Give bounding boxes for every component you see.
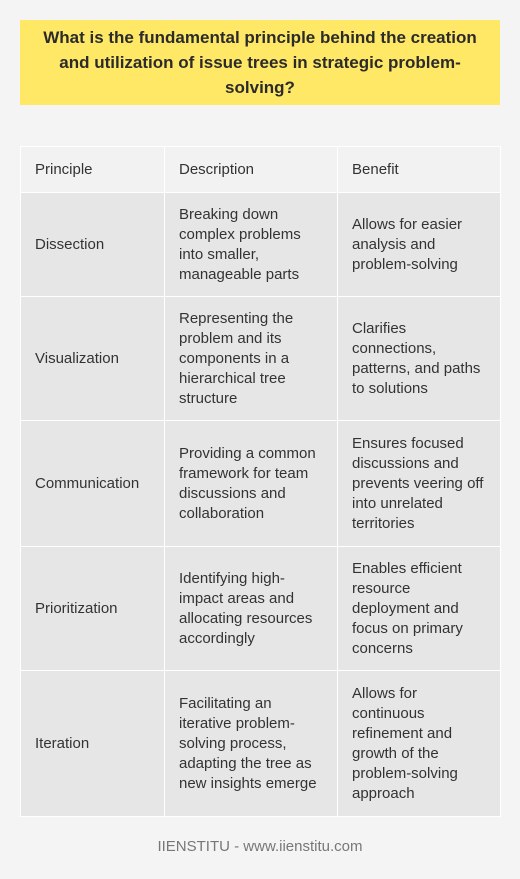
table-row bbox=[21, 547, 501, 671]
table-row bbox=[21, 193, 501, 297]
description-cell: Facilitating an iterative problem-solving process, adapting the tree as new insights emerge bbox=[165, 671, 338, 817]
description-cell: Identifying high-impact areas and allocating resources accordingly bbox=[165, 547, 338, 671]
principle-cell: Iteration bbox=[21, 671, 165, 817]
question-banner bbox=[20, 20, 500, 105]
principle-cell: Dissection bbox=[21, 193, 165, 297]
benefit-cell: Allows for continuous refinement and growth of the problem-solving approach bbox=[338, 671, 501, 817]
description-cell: Representing the problem and its components in a hierarchical tree structure bbox=[165, 297, 338, 421]
principles-table bbox=[20, 146, 501, 817]
principle-cell: Visualization bbox=[21, 297, 165, 421]
table-row bbox=[21, 297, 501, 421]
table-header-row bbox=[21, 147, 501, 193]
table-row bbox=[21, 421, 501, 547]
table-row bbox=[21, 671, 501, 817]
description-cell: Providing a common framework for team discussions and collaboration bbox=[165, 421, 338, 547]
header-description: Description bbox=[165, 147, 338, 193]
footer-credit: IIENSTITU - www.iienstitu.com bbox=[157, 838, 363, 855]
benefit-cell: Clarifies connections, patterns, and paths to solutions bbox=[338, 297, 501, 421]
principle-cell: Communication bbox=[21, 421, 165, 547]
principle-cell: Prioritization bbox=[21, 547, 165, 671]
benefit-cell: Ensures focused discussions and prevents veering off into unrelated territories bbox=[338, 421, 501, 547]
benefit-cell: Enables efficient resource deployment and focus on primary concerns bbox=[338, 547, 501, 671]
header-benefit: Benefit bbox=[338, 147, 501, 193]
question-title: What is the fundamental principle behind the creation and utilization of issue trees in strategic problem-solving? bbox=[43, 28, 477, 97]
benefit-cell: Allows for easier analysis and problem-solving bbox=[338, 193, 501, 297]
description-cell: Breaking down complex problems into smaller, manageable parts bbox=[165, 193, 338, 297]
header-principle: Principle bbox=[21, 147, 165, 193]
